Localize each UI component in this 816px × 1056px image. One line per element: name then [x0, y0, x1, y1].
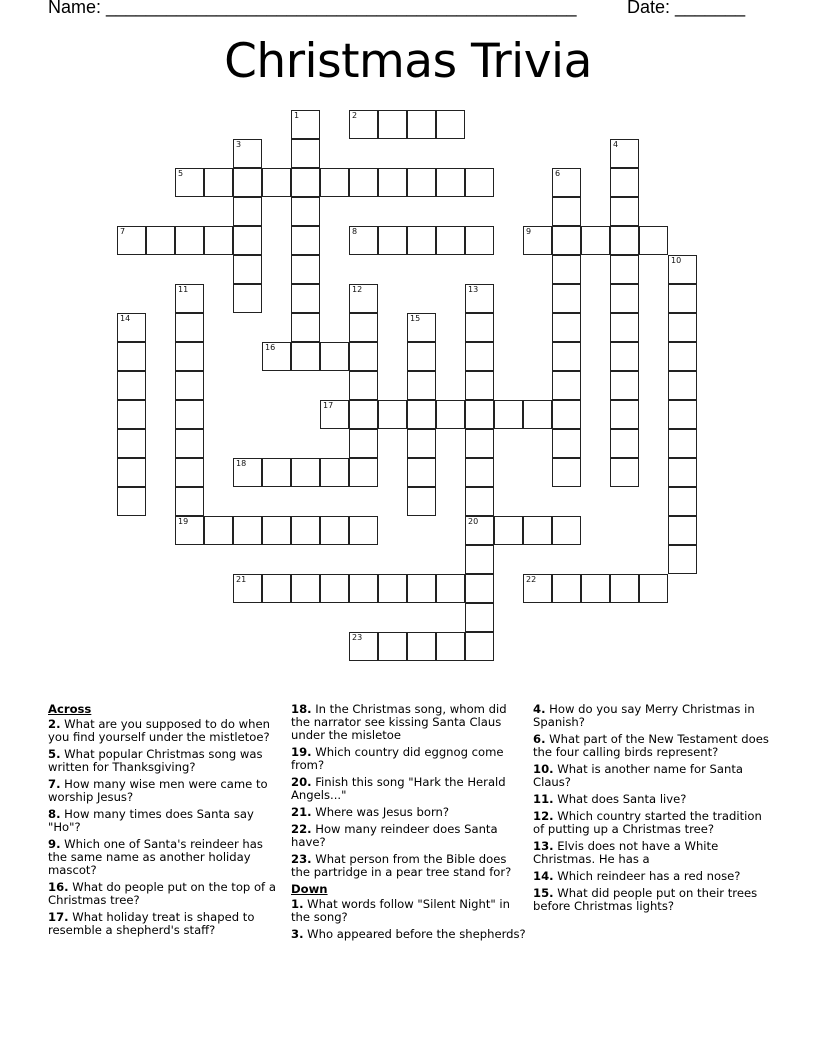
grid-cell[interactable] — [291, 168, 320, 197]
grid-cell[interactable] — [668, 400, 697, 429]
grid-cell[interactable] — [465, 313, 494, 342]
grid-cell[interactable] — [233, 458, 262, 487]
grid-cell[interactable] — [668, 545, 697, 574]
grid-cell[interactable] — [117, 400, 146, 429]
clue-down-13: 13. Elvis does not have a White Christmas. He has a — [533, 839, 719, 866]
across-heading: Across — [48, 702, 92, 716]
clue-number: 23 — [352, 633, 363, 642]
grid-cell[interactable] — [610, 342, 639, 371]
clue-down-10: 10. What is another name for Santa Claus? — [533, 762, 744, 789]
grid-cell[interactable] — [349, 429, 378, 458]
grid-cell[interactable] — [146, 226, 175, 255]
grid-cell[interactable] — [349, 458, 378, 487]
grid-cell[interactable] — [552, 574, 581, 603]
clue-number: 17 — [323, 401, 334, 410]
grid-cell[interactable] — [552, 255, 581, 284]
grid-cell[interactable] — [610, 313, 639, 342]
grid-cell[interactable] — [465, 545, 494, 574]
grid-cell[interactable] — [552, 342, 581, 371]
clue-number: 21 — [236, 575, 247, 584]
grid-cell[interactable] — [175, 516, 204, 545]
grid-cell[interactable] — [465, 458, 494, 487]
grid-cell[interactable] — [262, 342, 291, 371]
grid-cell[interactable] — [407, 168, 436, 197]
clue-number: 6 — [555, 169, 561, 178]
grid-cell[interactable] — [291, 574, 320, 603]
grid-cell[interactable] — [175, 400, 204, 429]
grid-cell[interactable] — [581, 574, 610, 603]
grid-cell[interactable] — [465, 632, 494, 661]
clue-across-16: 16. What do people put on the top of a Christmas tree? — [48, 880, 276, 907]
grid-cell[interactable] — [291, 516, 320, 545]
clue-number: 11 — [178, 285, 189, 294]
grid-cell[interactable] — [204, 516, 233, 545]
grid-cell[interactable] — [552, 371, 581, 400]
grid-cell[interactable] — [175, 429, 204, 458]
grid-cell[interactable] — [117, 429, 146, 458]
clue-across-5: 5. What popular Christmas song was written for Thanksgiving? — [48, 747, 263, 774]
grid-cell[interactable] — [117, 342, 146, 371]
grid-cell[interactable] — [465, 168, 494, 197]
clue-number: 15 — [410, 314, 421, 323]
grid-cell[interactable] — [262, 168, 291, 197]
grid-cell[interactable] — [175, 487, 204, 516]
grid-cell[interactable] — [262, 458, 291, 487]
grid-cell[interactable] — [523, 400, 552, 429]
grid-cell[interactable] — [378, 110, 407, 139]
grid-cell[interactable] — [465, 429, 494, 458]
grid-cell[interactable] — [523, 226, 552, 255]
clue-across-21: 21. Where was Jesus born? — [291, 805, 450, 819]
grid-cell[interactable] — [436, 574, 465, 603]
grid-cell[interactable] — [465, 226, 494, 255]
grid-cell[interactable] — [668, 487, 697, 516]
grid-cell[interactable] — [349, 110, 378, 139]
grid-cell[interactable] — [494, 516, 523, 545]
clue-across-8: 8. How many times does Santa say "Ho"? — [48, 807, 254, 834]
grid-cell[interactable] — [407, 342, 436, 371]
grid-cell[interactable] — [320, 168, 349, 197]
grid-cell[interactable] — [233, 574, 262, 603]
grid-cell[interactable] — [668, 284, 697, 313]
clue-down-14: 14. Which reindeer has a red nose? — [533, 869, 741, 883]
grid-cell[interactable] — [349, 226, 378, 255]
grid-cell[interactable] — [465, 516, 494, 545]
grid-cell[interactable] — [668, 429, 697, 458]
grid-cell[interactable] — [262, 516, 291, 545]
grid-cell[interactable] — [349, 284, 378, 313]
grid-cell[interactable] — [378, 226, 407, 255]
clue-number: 10 — [671, 256, 682, 265]
grid-cell[interactable] — [465, 284, 494, 313]
grid-cell[interactable] — [291, 255, 320, 284]
grid-cell[interactable] — [407, 487, 436, 516]
grid-cell[interactable] — [436, 400, 465, 429]
grid-cell[interactable] — [407, 458, 436, 487]
clue-across-23: 23. What person from the Bible does the partridge in a pear tree stand for? — [291, 852, 512, 879]
clue-number: 3 — [236, 140, 242, 149]
clue-across-18: 18. In the Christmas song, whom did the narrator see kissing Santa Claus under the misletoe — [291, 702, 507, 742]
grid-cell[interactable] — [552, 197, 581, 226]
grid-cell[interactable] — [465, 400, 494, 429]
clue-across-22: 22. How many reindeer does Santa have? — [291, 822, 498, 849]
clue-down-3: 3. Who appeared before the shepherds? — [291, 927, 526, 941]
grid-cell[interactable] — [668, 313, 697, 342]
grid-cell[interactable] — [378, 574, 407, 603]
grid-cell[interactable] — [320, 516, 349, 545]
grid-cell[interactable] — [291, 226, 320, 255]
grid-cell[interactable] — [494, 400, 523, 429]
grid-cell[interactable] — [262, 574, 291, 603]
grid-cell[interactable] — [175, 458, 204, 487]
grid-cell[interactable] — [610, 197, 639, 226]
grid-cell[interactable] — [436, 110, 465, 139]
grid-cell[interactable] — [610, 139, 639, 168]
clue-number: 18 — [236, 459, 247, 468]
grid-cell[interactable] — [233, 226, 262, 255]
clue-down-4: 4. How do you say Merry Christmas in Spanish? — [533, 702, 755, 729]
clue-number: 13 — [468, 285, 479, 294]
grid-cell[interactable] — [668, 342, 697, 371]
grid-cell[interactable] — [465, 371, 494, 400]
grid-cell[interactable] — [117, 226, 146, 255]
grid-cell[interactable] — [175, 284, 204, 313]
down-heading: Down — [291, 882, 328, 896]
grid-cell[interactable] — [523, 516, 552, 545]
grid-cell[interactable] — [407, 429, 436, 458]
grid-cell[interactable] — [668, 516, 697, 545]
clue-across-20: 20. Finish this song "Hark the Herald Angels..." — [291, 775, 506, 802]
grid-cell[interactable] — [349, 168, 378, 197]
page-title: Christmas Trivia — [224, 34, 592, 89]
grid-cell[interactable] — [407, 400, 436, 429]
grid-cell[interactable] — [552, 168, 581, 197]
grid-cell[interactable] — [349, 313, 378, 342]
grid-cell[interactable] — [291, 458, 320, 487]
grid-cell[interactable] — [291, 110, 320, 139]
grid-cell[interactable] — [610, 226, 639, 255]
clue-number: 4 — [613, 140, 619, 149]
grid-cell[interactable] — [291, 313, 320, 342]
grid-cell[interactable] — [175, 342, 204, 371]
grid-cell[interactable] — [523, 574, 552, 603]
grid-cell[interactable] — [378, 168, 407, 197]
grid-cell[interactable] — [407, 574, 436, 603]
grid-cell[interactable] — [436, 226, 465, 255]
clue-number: 14 — [120, 314, 131, 323]
grid-cell[interactable] — [552, 400, 581, 429]
grid-cell[interactable] — [610, 255, 639, 284]
grid-cell[interactable] — [291, 342, 320, 371]
grid-cell[interactable] — [233, 197, 262, 226]
grid-cell[interactable] — [552, 284, 581, 313]
grid-cell[interactable] — [175, 313, 204, 342]
grid-cell[interactable] — [465, 487, 494, 516]
grid-cell[interactable] — [639, 226, 668, 255]
grid-cell[interactable] — [465, 603, 494, 632]
grid-cell[interactable] — [552, 429, 581, 458]
clue-number: 9 — [526, 227, 532, 236]
grid-cell[interactable] — [320, 458, 349, 487]
grid-cell[interactable] — [320, 574, 349, 603]
name-field[interactable]: Name: _______________________________________________ — [48, 0, 577, 17]
grid-cell[interactable] — [465, 574, 494, 603]
grid-cell[interactable] — [233, 516, 262, 545]
grid-cell[interactable] — [349, 342, 378, 371]
grid-cell[interactable] — [349, 516, 378, 545]
grid-cell[interactable] — [610, 458, 639, 487]
clue-across-7: 7. How many wise men were came to worship Jesus? — [48, 777, 268, 804]
clue-down-12: 12. Which country started the tradition of putting up a Christmas tree? — [533, 809, 762, 836]
grid-cell[interactable] — [117, 487, 146, 516]
grid-cell[interactable] — [610, 284, 639, 313]
clue-number: 5 — [178, 169, 184, 178]
grid-cell[interactable] — [639, 574, 668, 603]
clue-number: 19 — [178, 517, 189, 526]
grid-cell[interactable] — [117, 313, 146, 342]
clue-number: 8 — [352, 227, 358, 236]
clue-across-2: 2. What are you supposed to do when you find yourself under the mistletoe? — [48, 717, 270, 744]
grid-cell[interactable] — [291, 197, 320, 226]
crossword-grid — [117, 110, 717, 670]
clue-number: 1 — [294, 111, 300, 120]
grid-cell[interactable] — [610, 371, 639, 400]
grid-cell[interactable] — [610, 429, 639, 458]
clue-number: 20 — [468, 517, 479, 526]
grid-cell[interactable] — [407, 313, 436, 342]
grid-cell[interactable] — [668, 458, 697, 487]
clue-across-9: 9. Which one of Santa's reindeer has the same name as another holiday mascot? — [48, 837, 263, 877]
clue-number: 2 — [352, 111, 358, 120]
clue-down-11: 11. What does Santa live? — [533, 792, 687, 806]
grid-cell[interactable] — [204, 226, 233, 255]
grid-cell[interactable] — [610, 400, 639, 429]
grid-cell[interactable] — [349, 574, 378, 603]
grid-cell[interactable] — [233, 284, 262, 313]
clue-down-1: 1. What words follow "Silent Night" in the song? — [291, 897, 511, 924]
grid-cell[interactable] — [349, 400, 378, 429]
grid-cell[interactable] — [552, 458, 581, 487]
grid-cell[interactable] — [320, 400, 349, 429]
grid-cell[interactable] — [233, 168, 262, 197]
clues-column-2 — [291, 703, 527, 945]
grid-cell[interactable] — [349, 632, 378, 661]
grid-cell[interactable] — [668, 371, 697, 400]
clue-number: 22 — [526, 575, 537, 584]
grid-cell[interactable] — [233, 139, 262, 168]
grid-cell[interactable] — [204, 168, 233, 197]
date-field[interactable]: Date: _______ — [627, 0, 746, 17]
grid-cell[interactable] — [349, 371, 378, 400]
clue-number: 16 — [265, 343, 276, 352]
grid-cell[interactable] — [581, 226, 610, 255]
clue-number: 7 — [120, 227, 126, 236]
clues-column-3 — [533, 703, 769, 917]
clues-column-1 — [48, 703, 284, 941]
clue-across-19: 19. Which country did eggnog come from? — [291, 745, 504, 772]
grid-cell[interactable] — [552, 313, 581, 342]
grid-cell[interactable] — [291, 284, 320, 313]
grid-cell[interactable] — [233, 255, 262, 284]
grid-cell[interactable] — [407, 632, 436, 661]
grid-cell[interactable] — [552, 516, 581, 545]
grid-cell[interactable] — [175, 226, 204, 255]
grid-cell[interactable] — [436, 632, 465, 661]
grid-cell[interactable] — [175, 371, 204, 400]
clue-down-6: 6. What part of the New Testament does the four calling birds represent? — [533, 732, 769, 759]
grid-cell[interactable] — [407, 371, 436, 400]
grid-cell[interactable] — [610, 574, 639, 603]
grid-cell[interactable] — [378, 400, 407, 429]
clue-across-17: 17. What holiday treat is shaped to resemble a shepherd's staff? — [48, 910, 255, 937]
grid-cell[interactable] — [291, 139, 320, 168]
grid-cell[interactable] — [320, 342, 349, 371]
grid-cell[interactable] — [668, 255, 697, 284]
grid-cell[interactable] — [407, 226, 436, 255]
grid-cell[interactable] — [465, 342, 494, 371]
grid-cell[interactable] — [378, 632, 407, 661]
grid-cell[interactable] — [610, 168, 639, 197]
clue-down-15: 15. What did people put on their trees before Christmas lights? — [533, 886, 758, 913]
grid-cell[interactable] — [117, 458, 146, 487]
grid-cell[interactable] — [436, 168, 465, 197]
grid-cell[interactable] — [407, 110, 436, 139]
grid-cell[interactable] — [175, 168, 204, 197]
grid-cell[interactable] — [552, 226, 581, 255]
grid-cell[interactable] — [117, 371, 146, 400]
clue-number: 12 — [352, 285, 363, 294]
